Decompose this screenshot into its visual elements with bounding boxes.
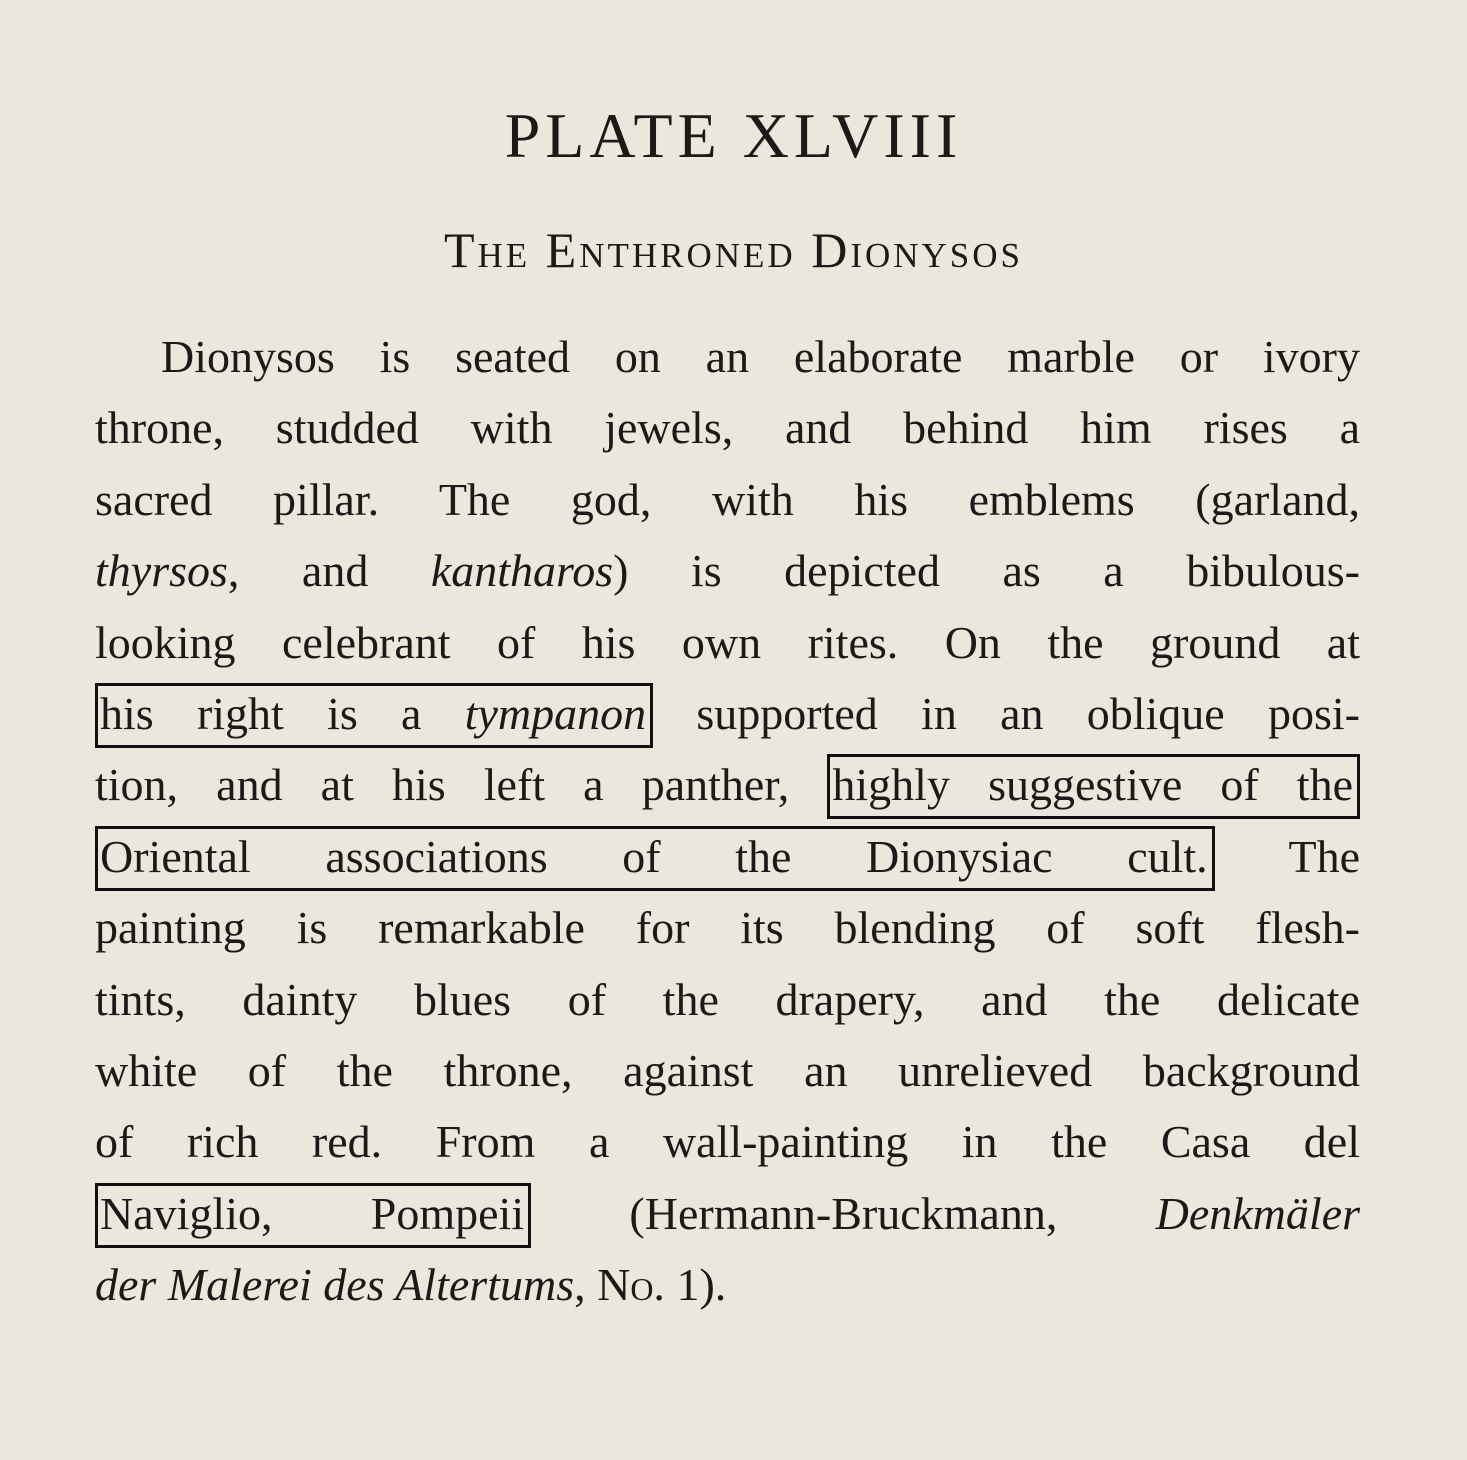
plate-title: PLATE XLVIII xyxy=(504,100,963,171)
text-line xyxy=(95,1178,1360,1249)
text-line xyxy=(95,535,1360,606)
italic-term: der Malerei des Altertums xyxy=(95,1259,575,1311)
text-line: painting is remarkable for its blending of soft flesh- xyxy=(95,902,1360,954)
text-line: of rich red. From a wall-painting in the Casa del xyxy=(95,1116,1360,1168)
text-line: Dionysos is seated on an elaborate marble or ivory xyxy=(161,331,1360,382)
plate-description xyxy=(95,321,1360,1320)
text-line xyxy=(95,1249,1360,1320)
text-line xyxy=(95,678,1360,749)
text-segment: , xyxy=(574,1259,598,1311)
italic-term: kantharos xyxy=(430,545,614,597)
italic-term: Denkmäler xyxy=(1155,1187,1360,1239)
text-segment: (Hermann-Bruckmann, xyxy=(531,1187,1156,1239)
italic-term: thyrsos xyxy=(95,545,228,597)
text-segment: ) is depicted as a bibulous- xyxy=(613,545,1361,597)
highlight-box xyxy=(95,683,653,748)
highlight-box: Oriental associations of the Dionysiac cult. xyxy=(95,826,1215,891)
highlight-box: Naviglio, Pompeii xyxy=(95,1183,531,1248)
highlight-box: highly suggestive of the xyxy=(827,754,1360,819)
plate-subtitle: The Enthroned Dionysos xyxy=(443,222,1024,278)
text-line xyxy=(95,821,1360,892)
text-line: tints, dainty blues of the drapery, and the delicate xyxy=(95,973,1360,1025)
text-segment: No. xyxy=(597,1259,665,1311)
text-line: sacred pillar. The god, with his emblems (garland, xyxy=(95,473,1360,525)
text-line: white of the throne, against an unrelieved background xyxy=(95,1044,1360,1096)
italic-term: tympanon xyxy=(464,687,647,739)
text-segment: , and xyxy=(227,545,431,597)
text-segment: his right is a xyxy=(100,687,465,739)
text-line xyxy=(95,749,1360,820)
text-line: throne, studded with jewels, and behind him rises a xyxy=(95,402,1360,454)
text-segment: tion, and at his left a panther, xyxy=(95,759,828,811)
text-line: looking celebrant of his own rites. On the ground at xyxy=(95,616,1360,668)
text-segment: supported in an oblique posi- xyxy=(653,687,1360,739)
text-segment: The xyxy=(1214,830,1360,882)
text-segment: 1). xyxy=(664,1259,727,1311)
